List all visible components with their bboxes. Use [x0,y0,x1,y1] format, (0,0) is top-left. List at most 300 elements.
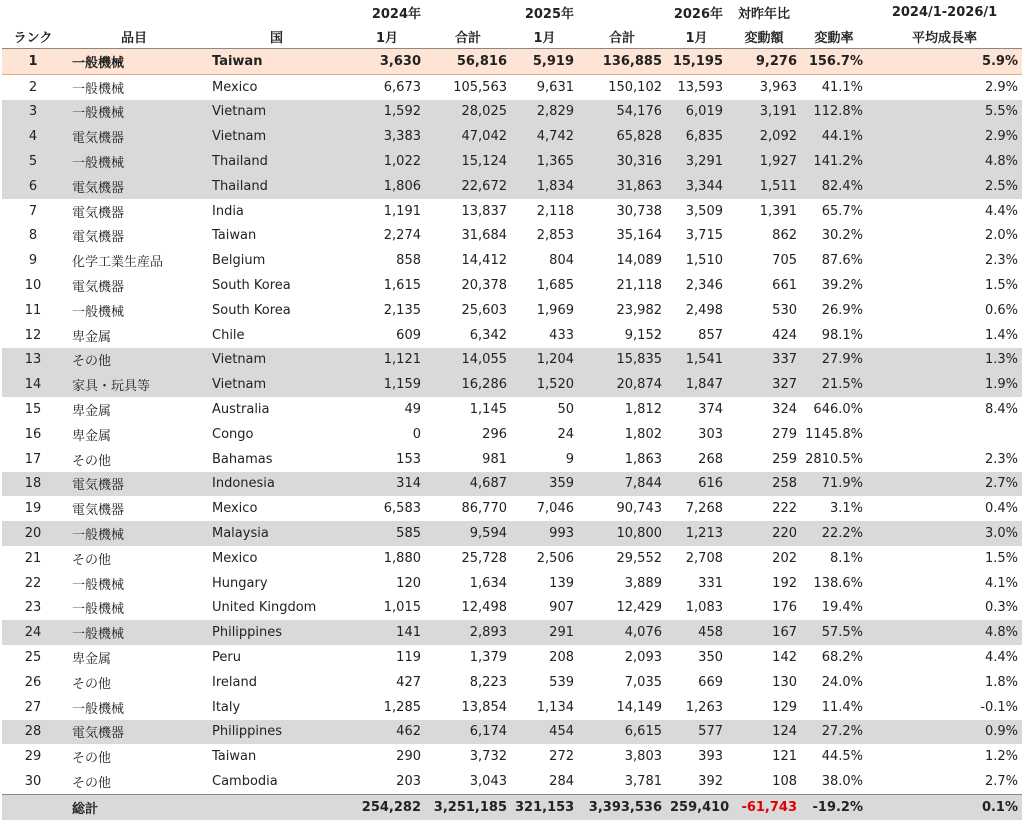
total-2025-cell: 54,176 [578,100,666,125]
jan-2025-cell: 284 [549,774,574,789]
rank-cell: 23 [24,600,42,616]
avg-growth-cell: 2.9% [867,124,1022,149]
total-rate: -19.2% [801,794,867,820]
table-row [2,273,1022,298]
total-t2025: 3,393,536 [578,794,666,820]
jan-2024-cell: 1,015 [383,600,421,616]
total-2024-cell: 6,342 [469,327,507,343]
rate-cell: 27.9% [801,348,867,373]
total-change: -61,743 [727,794,801,820]
jan-2026-cell: 3,291 [666,149,727,174]
change-cell: 192 [772,575,797,591]
header-yoy: 対昨年比 [737,6,790,22]
jan-2026-cell: 3,344 [666,174,727,199]
table-row [2,571,1022,596]
jan-2025-cell: 2,853 [536,228,574,244]
header-row-years [2,0,1022,24]
total-2024-cell: 9,594 [425,521,511,546]
change-cell: 3,191 [727,100,801,125]
jan-2024-cell: 1,880 [383,550,421,566]
rate-cell: 22.2% [801,521,867,546]
table-footer [2,794,1022,820]
country-cell: South Korea [212,302,291,318]
change-cell: 661 [772,278,797,294]
country-cell: Italy [212,699,241,715]
table-row [2,348,1022,373]
jan-2025-cell: 2,506 [536,550,574,566]
avg-growth-cell: 1.3% [867,348,1022,373]
rank-cell: 14 [2,372,64,397]
jan-2026-cell: 1,263 [685,699,723,715]
header-jan-2025: 1月 [511,24,578,49]
header-cell [801,0,867,24]
item-cell: 電気機器 [72,230,125,246]
total-2024-cell: 105,563 [453,79,507,95]
jan-2024-cell: 427 [396,674,421,690]
table-row [2,397,1022,422]
jan-2024-cell: 585 [349,521,425,546]
header-cell [2,0,64,24]
jan-2025-cell: 1,365 [511,149,578,174]
header-change: 変動額 [727,24,801,49]
jan-2025-cell: 4,742 [511,124,578,149]
jan-2024-cell: 0 [412,426,421,442]
total-2024-cell: 56,816 [425,49,511,75]
jan-2025-cell: 291 [511,620,578,645]
item-cell: 卑金属 [72,329,112,345]
total-2024-cell: 1,634 [469,575,507,591]
avg-growth-cell: 1.5% [984,278,1018,294]
rank-cell: 3 [2,100,64,125]
jan-2025-cell: 272 [549,749,574,765]
avg-growth-cell: 5.5% [867,100,1022,125]
total-2024-cell: 15,124 [425,149,511,174]
rank-cell: 22 [24,575,42,591]
table-row [2,124,1022,149]
rank-cell: 8 [28,228,38,244]
rank-cell: 18 [2,472,64,497]
total-2024-cell: 31,684 [461,228,507,244]
total-2025-cell: 29,552 [616,550,662,566]
rank-cell: 20 [2,521,64,546]
item-cell: 電気機器 [64,174,204,199]
rank-cell: 2 [28,79,38,95]
avg-growth-cell: 0.4% [984,501,1018,517]
rate-cell: 44.5% [821,749,863,765]
avg-growth-cell: 5.9% [867,49,1022,75]
total-2024-cell: 13,854 [461,699,507,715]
total-2025-cell: 65,828 [578,124,666,149]
item-cell: その他 [64,348,204,373]
item-cell: 電気機器 [72,280,125,296]
ranking-table [2,0,1022,820]
avg-growth-cell: 4.4% [984,203,1018,219]
rate-cell: 98.1% [821,327,863,343]
total-2025-cell: 9,152 [624,327,662,343]
table-row [2,49,1022,75]
item-cell: 卑金属 [72,652,112,668]
item-cell: 電気機器 [64,124,204,149]
total-2025-cell: 3,889 [624,575,662,591]
country-cell: Philippines [204,620,349,645]
total-2024-cell: 28,025 [425,100,511,125]
country-cell: United Kingdom [212,600,317,616]
jan-2026-cell: 374 [698,402,723,418]
change-cell: 1,391 [759,203,797,219]
total-2025-cell: 31,863 [578,174,666,199]
table-row [2,174,1022,199]
total-2025-cell: 14,149 [616,699,662,715]
item-cell: 一般機械 [64,49,204,75]
jan-2025-cell: 454 [511,720,578,745]
country-cell: Philippines [204,720,349,745]
table-row [2,496,1022,521]
jan-2025-cell: 7,046 [536,501,574,517]
change-cell: 705 [772,253,797,269]
rank-cell: 4 [2,124,64,149]
change-cell: 1,511 [727,174,801,199]
jan-2024-cell: 1,285 [383,699,421,715]
avg-growth-cell: 1.9% [867,372,1022,397]
table-header [2,0,1022,49]
rate-cell: 65.7% [821,203,863,219]
rate-cell: 26.9% [821,302,863,318]
rate-cell: 30.2% [821,228,863,244]
change-cell: 530 [772,302,797,318]
avg-growth-cell: 2.3% [984,451,1018,467]
rank-cell: 9 [28,253,38,269]
table-row [2,472,1022,497]
rank-cell: 10 [24,278,42,294]
jan-2025-cell: 9,631 [536,79,574,95]
total-rank-cell [2,794,64,820]
total-2025-cell: 14,089 [616,253,662,269]
avg-growth-cell: 1.4% [984,327,1018,343]
jan-2026-cell: 3,715 [685,228,723,244]
jan-2026-cell: 1,213 [666,521,727,546]
change-cell: 130 [772,674,797,690]
country-cell: Mexico [212,550,258,566]
jan-2025-cell: 1,134 [536,699,574,715]
rate-cell: 3.1% [829,501,863,517]
total-t2024: 3,251,185 [425,794,511,820]
jan-2024-cell: 203 [396,774,421,789]
total-2025-cell: 150,102 [608,79,662,95]
item-cell: 一般機械 [64,620,204,645]
country-cell: Thailand [204,174,349,199]
country-cell: Chile [212,327,245,343]
rate-cell: 11.4% [821,699,863,715]
item-cell: 一般機械 [64,100,204,125]
rate-cell: 27.2% [801,720,867,745]
rank-cell: 15 [24,402,42,418]
table-row [2,199,1022,224]
total-2025-cell: 3,803 [624,749,662,765]
item-cell: その他 [72,552,112,568]
jan-2024-cell: 3,630 [349,49,425,75]
item-cell: その他 [72,453,112,469]
country-cell: Mexico [212,79,258,95]
jan-2025-cell: 24 [557,426,574,442]
change-cell: 124 [727,720,801,745]
avg-growth-cell: 4.4% [984,650,1018,666]
jan-2024-cell: 609 [396,327,421,343]
jan-2024-cell: 119 [396,650,421,666]
jan-2026-cell: 1,510 [685,253,723,269]
jan-2025-cell: 804 [549,253,574,269]
total-2025-cell: 15,835 [578,348,666,373]
rate-cell: 21.5% [801,372,867,397]
jan-2025-cell: 907 [549,600,574,616]
jan-2024-cell: 2,274 [383,228,421,244]
jan-2024-cell: 1,592 [349,100,425,125]
country-cell: Belgium [212,253,266,269]
change-cell: 279 [772,426,797,442]
total-2025-cell: 30,316 [578,149,666,174]
jan-2026-cell: 7,268 [685,501,723,517]
jan-2024-cell: 1,615 [383,278,421,294]
total-m2026: 259,410 [666,794,727,820]
total-avg: 0.1% [867,794,1022,820]
country-cell: Australia [212,402,270,418]
change-cell: 176 [772,600,797,616]
header-cell [578,0,666,24]
country-cell: Vietnam [204,100,349,125]
rate-cell: 71.9% [801,472,867,497]
header-item: 品目 [64,24,204,49]
jan-2026-cell: 616 [666,472,727,497]
rank-cell: 21 [24,550,42,566]
jan-2026-cell: 2,498 [685,302,723,318]
table-row [2,323,1022,348]
jan-2024-cell: 3,383 [349,124,425,149]
avg-growth-cell: 4.8% [867,620,1022,645]
jan-2024-cell: 153 [396,451,421,467]
item-cell: その他 [72,751,112,767]
table-row [2,695,1022,720]
avg-growth-cell: 2.3% [984,253,1018,269]
change-cell: 222 [772,501,797,517]
item-cell: 一般機械 [72,701,125,717]
jan-2025-cell: 433 [549,327,574,343]
table-row [2,149,1022,174]
table-row [2,645,1022,670]
jan-2025-cell: 359 [511,472,578,497]
avg-growth-cell: 1.5% [984,550,1018,566]
rank-cell: 19 [24,501,42,517]
total-2024-cell: 8,223 [469,674,507,690]
header-row-columns [2,24,1022,49]
table-row [2,74,1022,99]
item-cell: 電気機器 [64,472,204,497]
total-2024-cell: 47,042 [425,124,511,149]
total-2025-cell: 1,812 [624,402,662,418]
total-2024-cell: 14,055 [425,348,511,373]
header-jan-2026: 1月 [666,24,727,49]
table-row [2,596,1022,621]
item-cell: 一般機械 [72,577,125,593]
change-cell: 258 [727,472,801,497]
avg-growth-cell: 8.4% [984,402,1018,418]
item-cell: 電気機器 [72,205,125,221]
rate-cell: 38.0% [821,774,863,789]
total-2024-cell: 981 [482,451,507,467]
total-2024-cell: 3,043 [469,774,507,789]
jan-2025-cell: 2,829 [511,100,578,125]
rate-cell: 138.6% [813,575,863,591]
rank-cell: 24 [2,620,64,645]
jan-2025-cell: 208 [549,650,574,666]
total-2024-cell: 22,672 [425,174,511,199]
country-cell: Cambodia [212,774,278,789]
total-2024-cell: 13,837 [461,203,507,219]
jan-2025-cell: 993 [511,521,578,546]
rank-cell: 26 [24,674,42,690]
avg-growth-cell: 4.1% [984,575,1018,591]
table-row [2,248,1022,273]
item-cell: 一般機械 [72,304,125,320]
country-cell: Mexico [212,501,258,517]
jan-2024-cell: 290 [396,749,421,765]
table-row [2,224,1022,249]
jan-2025-cell: 1,969 [536,302,574,318]
item-cell: 卑金属 [72,428,112,444]
jan-2026-cell: 577 [666,720,727,745]
table-body [2,49,1022,795]
rate-cell: 19.4% [821,600,863,616]
jan-2026-cell: 303 [698,426,723,442]
header-jan-2024: 1月 [349,24,425,49]
item-cell: その他 [72,776,112,791]
change-cell: 167 [727,620,801,645]
header-avg-growth: 平均成長率 [867,24,1022,49]
rank-cell: 7 [28,203,38,219]
country-cell: Vietnam [204,372,349,397]
jan-2025-cell: 1,685 [536,278,574,294]
total-2024-cell: 6,174 [425,720,511,745]
avg-growth-cell: 2.0% [984,228,1018,244]
jan-2025-cell: 139 [549,575,574,591]
total-2025-cell: 7,844 [578,472,666,497]
country-cell: Vietnam [204,348,349,373]
country-cell: Bahamas [212,451,273,467]
avg-growth-cell: 2.9% [984,79,1018,95]
jan-2026-cell: 6,835 [666,124,727,149]
rank-cell: 29 [24,749,42,765]
jan-2025-cell: 1,204 [511,348,578,373]
header-period: 2024/1-2026/1 [891,4,998,20]
jan-2024-cell: 6,673 [383,79,421,95]
total-2024-cell: 3,732 [469,749,507,765]
item-cell: 一般機械 [72,81,125,97]
total-2024-cell: 2,893 [425,620,511,645]
avg-growth-cell: 4.8% [867,149,1022,174]
avg-growth-cell: 2.7% [867,472,1022,497]
total-2025-cell: 7,035 [624,674,662,690]
jan-2026-cell: 15,195 [666,49,727,75]
avg-growth-cell: -0.1% [980,699,1018,715]
item-cell: 一般機械 [64,149,204,174]
change-cell: 121 [772,749,797,765]
rate-cell: 156.7% [801,49,867,75]
total-m2024: 254,282 [349,794,425,820]
table-row [2,422,1022,447]
total-2025-cell: 2,093 [624,650,662,666]
country-cell: Vietnam [204,124,349,149]
rank-cell: 11 [24,302,42,318]
rank-cell: 30 [24,774,42,789]
table-row [2,769,1022,794]
country-cell: Taiwan [212,228,257,244]
jan-2026-cell: 2,708 [685,550,723,566]
total-2024-cell: 14,412 [461,253,507,269]
total-2025-cell: 6,615 [578,720,666,745]
jan-2026-cell: 6,019 [666,100,727,125]
change-cell: 324 [772,402,797,418]
rate-cell: 44.1% [801,124,867,149]
country-cell: Ireland [212,674,257,690]
jan-2024-cell: 141 [349,620,425,645]
total-2024-cell: 86,770 [461,501,507,517]
country-cell: Hungary [212,575,268,591]
total-2025-cell: 35,164 [616,228,662,244]
jan-2026-cell: 857 [698,327,723,343]
rank-cell: 27 [24,699,42,715]
total-2025-cell: 21,118 [616,278,662,294]
rate-cell: 82.4% [801,174,867,199]
jan-2026-cell: 392 [698,774,723,789]
total-2025-cell: 12,429 [616,600,662,616]
jan-2026-cell: 669 [698,674,723,690]
table-row [2,546,1022,571]
rate-cell: 112.8% [801,100,867,125]
jan-2024-cell: 1,121 [349,348,425,373]
rank-cell: 1 [2,49,64,75]
total-2025-cell: 20,874 [578,372,666,397]
jan-2024-cell: 1,022 [349,149,425,174]
rank-cell: 6 [2,174,64,199]
item-cell: 一般機械 [72,602,125,618]
table-row [2,744,1022,769]
rate-cell: 41.1% [821,79,863,95]
total-label: 総計 [64,794,204,820]
avg-growth-cell: 0.6% [984,302,1018,318]
jan-2026-cell: 458 [666,620,727,645]
rank-cell: 16 [24,426,42,442]
change-cell: 142 [772,650,797,666]
jan-2025-cell: 2,118 [536,203,574,219]
jan-2024-cell: 1,159 [349,372,425,397]
jan-2024-cell: 49 [404,402,421,418]
header-year-2024: 2024年 [371,6,421,22]
table-row [2,447,1022,472]
jan-2025-cell: 539 [549,674,574,690]
item-cell: 電気機器 [64,720,204,745]
change-cell: 2,092 [727,124,801,149]
rate-cell: 57.5% [801,620,867,645]
change-cell: 220 [727,521,801,546]
total-2025-cell: 136,885 [578,49,666,75]
header-rate: 変動率 [801,24,867,49]
rate-cell: 24.0% [821,674,863,690]
item-cell: 家具・玩具等 [64,372,204,397]
jan-2024-cell: 1,806 [349,174,425,199]
avg-growth-cell: 0.3% [984,600,1018,616]
change-cell: 327 [727,372,801,397]
rate-cell: 646.0% [813,402,863,418]
change-cell: 259 [772,451,797,467]
jan-2026-cell: 350 [698,650,723,666]
